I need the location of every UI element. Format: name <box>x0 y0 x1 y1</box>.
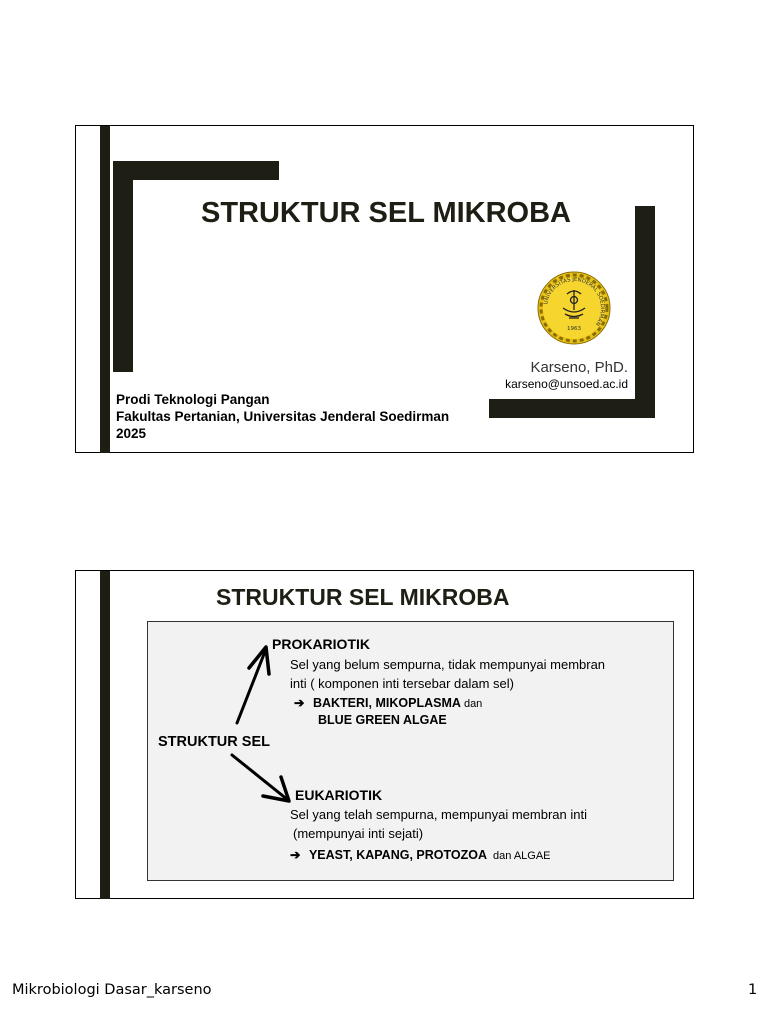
branch-arrows <box>148 622 675 882</box>
root-label: STRUKTUR SEL <box>158 734 270 750</box>
prokariotik-examples: BAKTERI, MIKOPLASMA <box>312 696 461 710</box>
prokariotik-examples-suffix: dan <box>460 698 483 710</box>
footer-course-label: Mikrobiologi Dasar_karseno <box>12 982 212 998</box>
prokariotik-desc-line1: Sel yang belum sempurna, tidak mempunyai membran <box>290 657 606 672</box>
prokariotik-examples-line2: BLUE GREEN ALGAE <box>318 713 447 727</box>
top-left-bracket-horizontal <box>113 161 279 180</box>
top-left-bracket-vertical <box>113 161 133 372</box>
org-line-year: 2025 <box>116 426 147 441</box>
arrow-icon: ➔ <box>290 848 301 862</box>
prokariotik-desc-line2: inti ( komponen inti tersebar dalam sel) <box>290 676 514 691</box>
eukariotik-examples-suffix: dan ALGAE <box>493 850 551 862</box>
bottom-right-bracket-vertical <box>635 206 655 418</box>
logo-ring-text: UNIVERSITAS JENDERAL SOEDIRMAN <box>543 276 606 327</box>
left-accent-bar <box>100 126 110 453</box>
slide-title: STRUKTUR SEL MIKROBA <box>200 197 572 229</box>
university-logo <box>536 270 612 346</box>
arrow-to-eukariotik <box>232 755 289 801</box>
title-slide <box>75 125 694 453</box>
author-name: Karseno, PhD. <box>530 359 628 376</box>
eukariotik-desc-line1: Sel yang telah sempurna, mempunyai membran inti <box>290 807 587 822</box>
page-number: 1 <box>748 982 758 998</box>
org-line-faculty: Fakultas Pertanian, Universitas Jenderal Soedirman <box>116 409 450 424</box>
classification-diagram <box>147 621 674 881</box>
prokariotik-heading: PROKARIOTIK <box>272 636 370 652</box>
eukariotik-examples-line <box>290 847 551 862</box>
eukariotik-desc-line2: (mempunyai inti sejati) <box>293 826 424 841</box>
left-accent-bar <box>100 571 110 899</box>
slide-title: STRUKTUR SEL MIKROBA <box>216 584 510 610</box>
arrow-icon: ➔ <box>294 696 305 710</box>
logo-year: 1963 <box>567 326 581 332</box>
content-slide <box>75 570 694 899</box>
arrow-to-prokariotik <box>237 647 269 723</box>
eukariotik-heading: EUKARIOTIK <box>295 787 383 803</box>
org-line-prodi: Prodi Teknologi Pangan <box>116 392 270 407</box>
bottom-right-bracket-horizontal <box>489 399 655 418</box>
eukariotik-examples: YEAST, KAPANG, PROTOZOA <box>308 848 487 862</box>
author-email: karseno@unsoed.ac.id <box>505 377 628 391</box>
